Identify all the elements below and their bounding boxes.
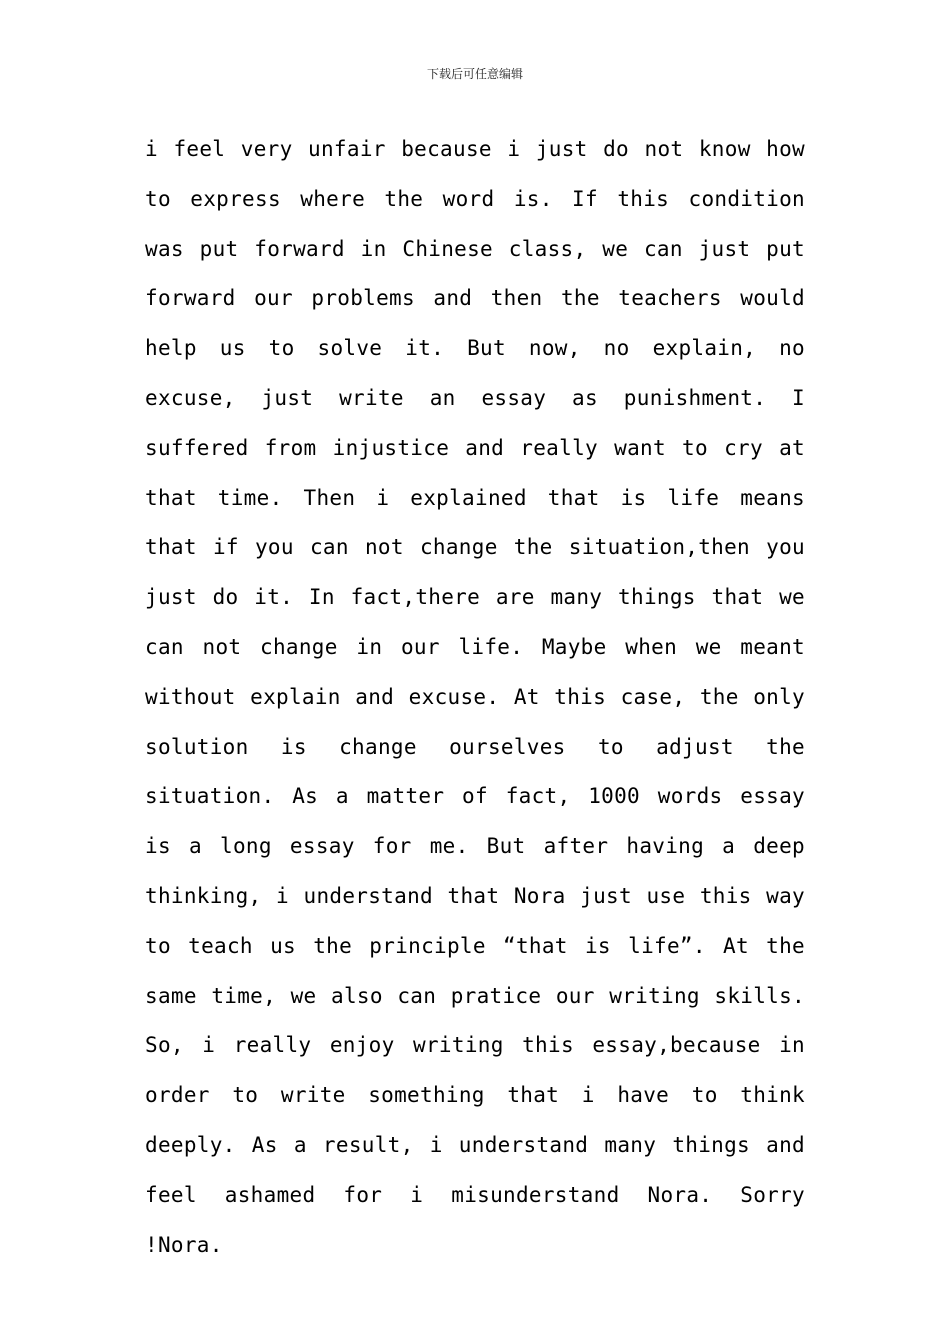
essay-paragraph: i feel very unfair because i just do not know how to express where the word is. If this condition was put forward in Chinese class, we can just put forward our problems and then the teachers would help us to solve it. But now, no explain, no excuse, just write an essay as punishment. I suffered from injustice and really want to cry at that time. Then i explained that is life means that if you can not change the situation,then you just do it. In fact,there are many things that we can not change in our life. Maybe when we meant without explain and excuse. At this case, the only solution is change ourselves to adjust the situation. As a matter of fact, 1000 words essay is a long essay for me. But after having a deep thinking, i understand that Nora just use this way to teach us the principle “that is life”. At the same time, we also can pratice our writing skills. So, i really enjoy writing this essay,because in order to write something that i have to think deeply. As a result, i understand many things and feel ashamed for i misunderstand Nora. Sorry !Nora. xyxy=(145,137,805,1257)
header-note: 下载后可任意编辑 xyxy=(426,67,523,81)
body-text xyxy=(145,125,805,1270)
